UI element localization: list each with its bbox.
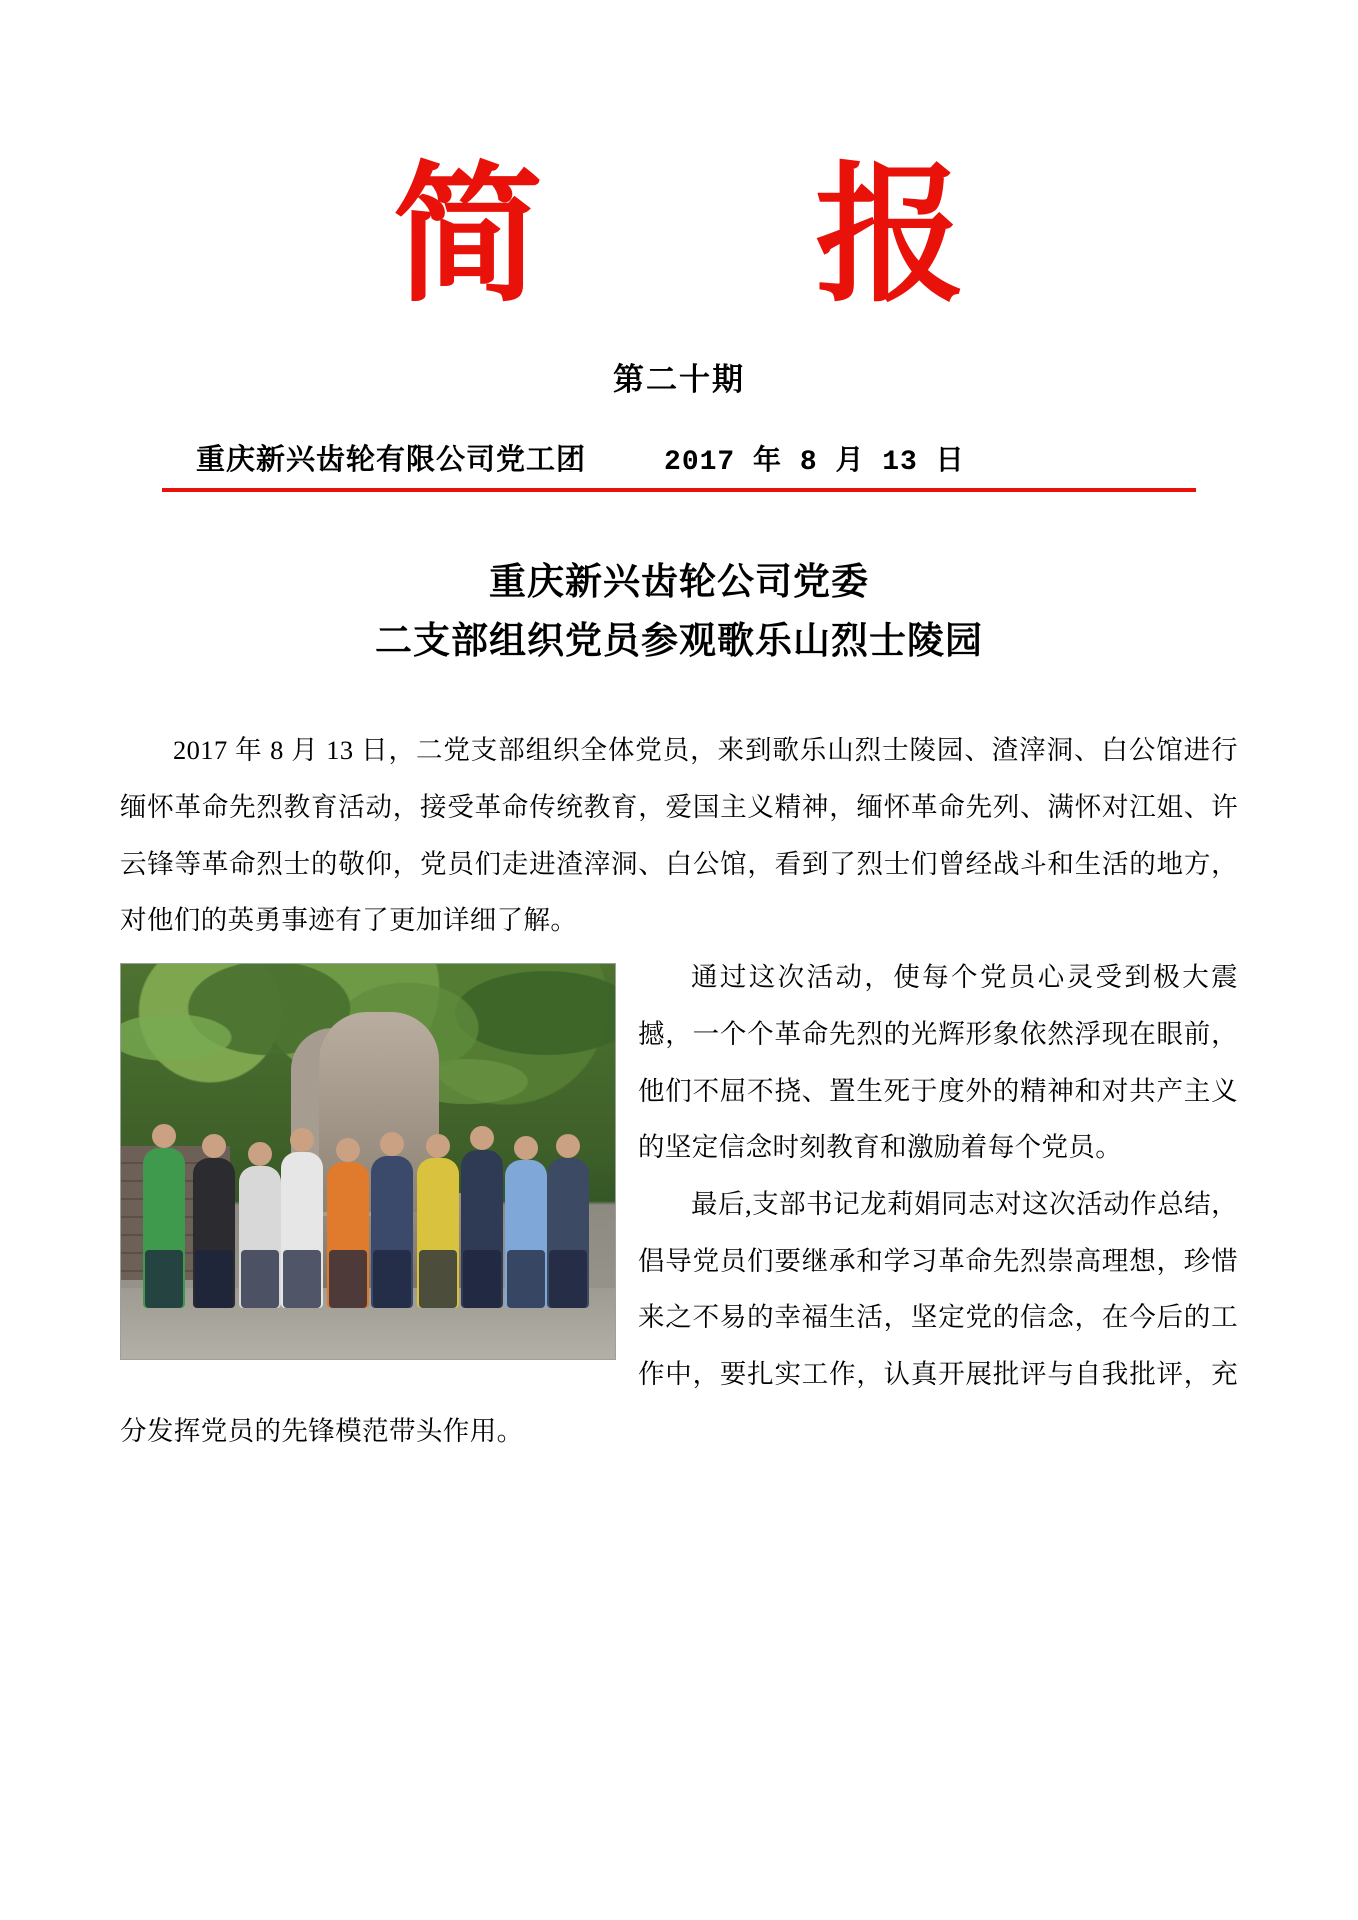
article-body bbox=[120, 722, 1238, 1459]
article-headline bbox=[120, 552, 1238, 670]
red-divider-rule bbox=[162, 488, 1196, 492]
headline-line-1: 重庆新兴齿轮公司党委 bbox=[489, 560, 869, 603]
org-date-row bbox=[120, 437, 1238, 478]
photo-people-group bbox=[121, 1102, 615, 1307]
paragraph-2: 通过这次活动，使每个党员心灵受到极大震撼，一个个革命先烈的光辉形象依然浮现在眼前，他们不屈不挠、置生死于度外的精神和对共产主义的坚定信念时刻教育和激励着每个党员。 bbox=[638, 962, 1238, 1163]
paragraph-1: 2017 年 8 月 13 日，二党支部组织全体党员，来到歌乐山烈士陵园、渣滓洞、白公馆进行缅怀革命先烈教育活动，接受革命传统教育，爱国主义精神，缅怀革命先列、满怀对江姐、许云锋等革命烈士的敬仰，党员们走进渣滓洞、白公馆，看到了烈士们曾经战斗和生活的地方，对他们的英勇事迹有了更加详细了解。 bbox=[120, 735, 1238, 936]
headline-line-2: 二支部组织党员参观歌乐山烈士陵园 bbox=[375, 619, 983, 663]
document-title: 简 报 bbox=[392, 147, 1076, 323]
paragraph-3: 最后,支部书记龙莉娟同志对这次活动作总结，倡导党员们要继承和学习革命先烈崇高理想，珍惜来之不易的幸福生活，坚定党的信念，在今后的工作中，要扎实工作，认真开展批评与自我批评，充分发挥党员的先锋模范带头作用。 bbox=[120, 1189, 1238, 1446]
masthead bbox=[120, 0, 1238, 399]
publication-date: 2017 年 8 月 13 日 bbox=[664, 447, 965, 478]
issue-number: 第二十期 bbox=[613, 362, 745, 397]
group-photo-at-memorial bbox=[120, 963, 616, 1360]
organization-name: 重庆新兴齿轮有限公司党工团 bbox=[196, 444, 587, 476]
